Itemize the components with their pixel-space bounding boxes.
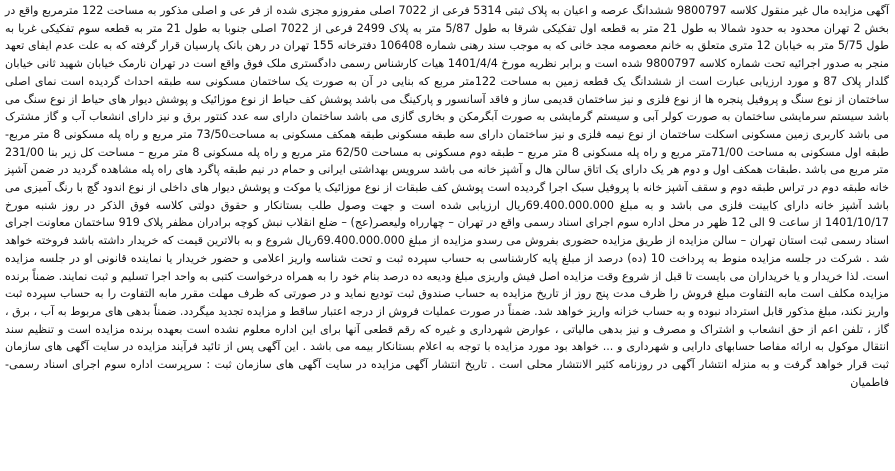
auction-notice-text: آگهی مزایده مال غیر منقول کلاسه 9800797 ششدانگ عرصه و اعیان به پلاک ثبتی 5314 فرعی از 7022 اصلی مفروزو مجزی شده از فر عی و اصلی مذکور به مساحت 122 مترمربع واقع در بخش 2 تهران محدود به حدود شمالا به طول 21 متر به قطعه اول تفکیکی شرقا به طول 5/87 متر به پلاک 2499 فرعی از 7022 اصلی جنوبا به طول 21 متر به قطعه سوم تفکیکی غربا به طول 5/75 متر به خیابان 12 متری متعلق به خانم معصومه مجد خانی که به موجب سند رهنی شماره 106408 دفترخانه 155 تهران در رهن بانک پارسیان قرار گرفته که به علت عدم ایفای تعهد منجر به صدور اجرائیه تحت شماره کلاسه 9800797 شده است و برابر نظریه مورخ 1401/4/4 هیات کارشناس رسمی دادگستری ملک فوق واقع است در تهران نارمک خیابان شهید ثانی خیابان گلدار پلاک 87 و مورد ارزیابی عبارت است از ششدانگ یک قطعه زمین به مساحت 122متر مربع که بنایی در آن به صورت یک ساختمان مسکونی سه طبقه احداث گردیده است نمای اصلی ساختمان از نوع سنگ و پروفیل پنجره ها از نوع فلزی و نیز ساختمان قدیمی ساز و فاقد آسانسور و پارکینگ می باشد پوشش کف حیاط از نوع موزائیک و پوشش دیوار های حیاط از نوع سنگ می باشد سیستم سرمایشی ساختمان به صورت کولر آبی و سیستم گرمایشی به صورت آبگرمکن و بخاری گازی می باشد ساختمان دارای سه عدد کنتور برق و نیز دارای انشعاب آب و گاز مشترک می باشد کاربری زمین مسکونی اسکلت ساختمان از نوع نیمه فلزی و نیز ساختمان دارای سه طبقه مسکونی طبقه همکف مسکونی به مساحت73/50 متر مربع و راه پله مسکونی 8 متر مربع- طبقه اول مسکونی به مساحت 71/00متر مربع و راه پله مسکونی 8 متر مربع – طبقه دوم مسکونی به مساحت 62/50 متر مربع و راه پله مسکونی 8 متر مربع – مساحت کل زیر بنا 231/00 متر مربع می باشد .طبقات همکف اول و دوم هر یک دارای یک اتاق سالن هال و آشپز خانه می باشد سرویس بهداشتی ایرانی و حمام در نیم طبقه پاگرد های راه پله مشاهده گردید در ضمن آشپز خانه طبقه دوم در تراس طبقه دوم و سقف آشپز خانه با پروفیل سبک اجرا گردیده است پوشش کف طبقات از نوع موزائیک یا موکت و پوشش دیوار های داخلی از نوع اندود گچ با رنگ آمیزی می باشد آشپز خانه دارای کابینت فلزی می باشد و به مبلغ 69.400.000.000ریال ارزیابی شده است و جهت وصول طلب بستانکار و حقوق دولتی کلاسه فوق الذکر در روز شنبه مورخ 1401/10/17 از ساعت 9 الی 12 ظهر در محل اداره سوم اجرای اسناد رسمی واقع در تهران – چهارراه ولیعصر(عج) – ضلع انقلاب نبش کوچه برادران مظفر پلاک 919 ساختمان معاونت اجرای اسناد رسمی ثبت استان تهران – سالن مزایده از طریق مزایده حضوری بفروش می رسدو مزایده از مبلغ 69.400.000.000ریال شروع و به بالاترین قیمت که خریدار داشته باشد فروخته خواهد شد . شرکت در جلسه مزایده منوط به پرداخت 10 (ده) درصد از مبلغ پایه کارشناسی به حساب سپرده ثبت و تحت شناسه واریز اعلامی و حضور خریدار یا نماینده قانونی او در جلسه مزایده است. لذا خریدار و یا خریداران می بایست تا قبل از شروع وقت مزایده اصل فیش واریزی مبلغ ودیعه ده درصد بنام خود را به همراه درخواست کتبی به واحد اجرا تسلیم و ثبت نمایند. ضمناً برنده مزایده مکلف است مابه التفاوت مبلغ فروش را ظرف مدت پنج روز از تاریخ مزایده به حساب صندوق ثبت تودیع نماید و در صورتی که ظرف مهلت مقرر مابه التفاوت را به حساب سپرده ثبت واریز نکند، مبلغ مذکور قابل استرداد نبوده و به حساب خزانه واریز خواهد شد. ضمناً در صورت عملیات فروش از درجه اعتبار ساقط و مزایده تجدید میگردد. ضمناً بدهی های مربوط به آب ، برق ، گاز ، تلفن اعم از حق انشعاب و اشتراک و مصرف و نیز بدهی مالیاتی ، عوارض شهرداری و غیره که رقم قطعی آنها برای این اداره معلوم نشده است بعهده برنده مزایده است و تنظیم سند انتقال موکول به ارائه مفاصا حسابهای دارایی و شهرداری و ... خواهد بود مورد مزایده با توجه به اعلام بستانکار بیمه می باشد . این آگهی پس از تائید فرآیند مزایده در سایت آگهی های سازمان ثبت قرار خواهد گرفت و به منزله انتشار آگهی در روزنامه کثیر الانتشار محلی است . تاریخ انتشار آگهی مزایده در سایت آگهی های سازمان ثبت : سرپرست اداره سوم اجرای اسناد رسمی- فاطمیان bbox=[5, 4, 890, 389]
